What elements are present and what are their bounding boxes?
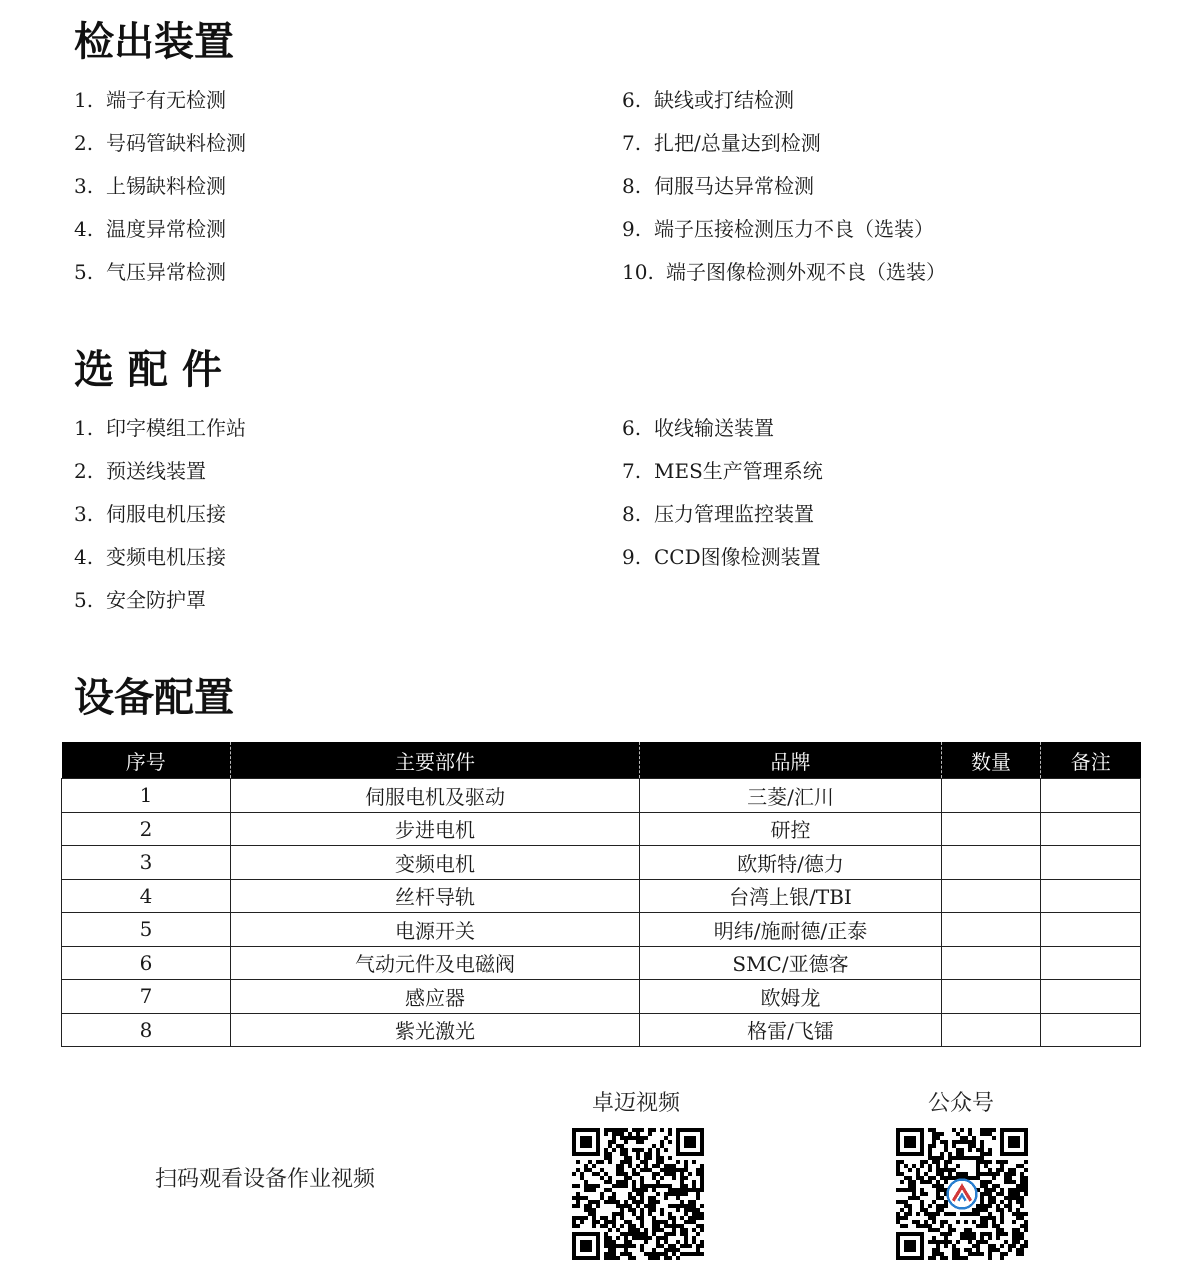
item-text: 印字模组工作站	[106, 416, 246, 440]
table-row	[62, 980, 1141, 1014]
table-row	[62, 879, 1141, 913]
qr-code-official-account[interactable]	[896, 1128, 1028, 1260]
item-number: 10.	[622, 260, 654, 284]
cell-component: 气动元件及电磁阀	[231, 946, 640, 980]
cell-quantity	[942, 879, 1041, 913]
table-row	[62, 1013, 1141, 1047]
cell-brand: 研控	[640, 812, 942, 846]
detection-list-right	[622, 86, 946, 301]
section-title-accessories: 选 配 件	[74, 347, 222, 393]
item-text: 压力管理监控装置	[654, 502, 814, 526]
qr-video-label: 卓迈视频	[592, 1091, 681, 1116]
cell-brand: 格雷/飞镭	[640, 1013, 942, 1047]
list-item	[622, 414, 823, 457]
cell-remark	[1041, 980, 1141, 1014]
header-remark: 备注	[1041, 742, 1141, 779]
list-item	[74, 215, 246, 258]
item-number: 8.	[622, 174, 642, 198]
list-item	[74, 586, 246, 629]
cell-component: 步进电机	[231, 812, 640, 846]
cell-component: 紫光激光	[231, 1013, 640, 1047]
item-text: MES生产管理系统	[654, 459, 823, 483]
cell-remark	[1041, 913, 1141, 947]
cell-brand: 明纬/施耐德/正泰	[640, 913, 942, 947]
item-number: 6.	[622, 416, 642, 440]
item-text: 预送线装置	[106, 459, 206, 483]
table-row	[62, 779, 1141, 813]
cell-quantity	[942, 846, 1041, 880]
item-number: 4.	[74, 217, 94, 241]
item-text: 端子压接检测压力不良（选装）	[654, 217, 934, 241]
list-item	[74, 500, 246, 543]
table-header-row	[62, 742, 1141, 779]
cell-brand: 三菱/汇川	[640, 779, 942, 813]
cell-index: 1	[62, 779, 231, 813]
item-text: 号码管缺料检测	[106, 131, 246, 155]
cell-component: 丝杆导轨	[231, 879, 640, 913]
cell-component: 电源开关	[231, 913, 640, 947]
item-text: 端子图像检测外观不良（选装）	[666, 260, 946, 284]
item-text: 温度异常检测	[106, 217, 226, 241]
scan-instruction: 扫码观看设备作业视频	[155, 1167, 376, 1192]
cell-quantity	[942, 913, 1041, 947]
cell-remark	[1041, 779, 1141, 813]
item-number: 1.	[74, 416, 94, 440]
cell-remark	[1041, 1013, 1141, 1047]
table-row	[62, 913, 1141, 947]
list-item	[74, 258, 246, 301]
accessories-list-left	[74, 414, 246, 629]
list-item	[622, 215, 946, 258]
cell-brand: 欧姆龙	[640, 980, 942, 1014]
item-number: 1.	[74, 88, 94, 112]
section-title-detection: 检出装置	[74, 19, 234, 65]
item-number: 3.	[74, 174, 94, 198]
cell-index: 2	[62, 812, 231, 846]
list-item	[74, 129, 246, 172]
cell-brand: 台湾上银/TBI	[640, 879, 942, 913]
cell-brand: 欧斯特/德力	[640, 846, 942, 880]
item-number: 2.	[74, 131, 94, 155]
item-number: 9.	[622, 217, 642, 241]
cell-index: 8	[62, 1013, 231, 1047]
list-item	[622, 172, 946, 215]
cell-index: 3	[62, 846, 231, 880]
list-item	[622, 258, 946, 301]
item-number: 3.	[74, 502, 94, 526]
table-row	[62, 946, 1141, 980]
list-item	[74, 543, 246, 586]
cell-index: 6	[62, 946, 231, 980]
item-text: 变频电机压接	[106, 545, 226, 569]
cell-remark	[1041, 846, 1141, 880]
detection-list-left	[74, 86, 246, 301]
cell-quantity	[942, 812, 1041, 846]
table-row	[62, 812, 1141, 846]
section-title-config: 设备配置	[74, 675, 234, 721]
item-number: 7.	[622, 131, 642, 155]
item-text: CCD图像检测装置	[654, 545, 821, 569]
item-number: 7.	[622, 459, 642, 483]
cell-remark	[1041, 812, 1141, 846]
list-item	[74, 414, 246, 457]
header-index: 序号	[62, 742, 231, 779]
item-text: 伺服电机压接	[106, 502, 226, 526]
list-item	[74, 457, 246, 500]
qr-code-video-graphic	[572, 1128, 704, 1260]
cell-quantity	[942, 1013, 1041, 1047]
item-text: 收线输送装置	[654, 416, 774, 440]
qr-code-video[interactable]	[572, 1128, 704, 1260]
list-item	[622, 543, 823, 586]
item-number: 6.	[622, 88, 642, 112]
item-text: 端子有无检测	[106, 88, 226, 112]
cell-brand: SMC/亚德客	[640, 946, 942, 980]
item-text: 伺服马达异常检测	[654, 174, 814, 198]
cell-quantity	[942, 980, 1041, 1014]
cell-quantity	[942, 779, 1041, 813]
item-text: 安全防护罩	[106, 588, 206, 612]
qr-official-label: 公众号	[928, 1091, 995, 1116]
item-number: 2.	[74, 459, 94, 483]
cell-index: 7	[62, 980, 231, 1014]
list-item	[74, 172, 246, 215]
item-text: 扎把/总量达到检测	[654, 131, 821, 155]
list-item	[622, 457, 823, 500]
header-component: 主要部件	[231, 742, 640, 779]
list-item	[74, 86, 246, 129]
item-number: 5.	[74, 588, 94, 612]
cell-component: 变频电机	[231, 846, 640, 880]
item-number: 9.	[622, 545, 642, 569]
header-brand: 品牌	[640, 742, 942, 779]
table-row	[62, 846, 1141, 880]
cell-index: 4	[62, 879, 231, 913]
accessories-list-right	[622, 414, 823, 586]
cell-quantity	[942, 946, 1041, 980]
list-item	[622, 500, 823, 543]
item-text: 气压异常检测	[106, 260, 226, 284]
qr-code-official-graphic	[896, 1128, 1028, 1260]
cell-component: 伺服电机及驱动	[231, 779, 640, 813]
cell-index: 5	[62, 913, 231, 947]
item-number: 8.	[622, 502, 642, 526]
header-quantity: 数量	[942, 742, 1041, 779]
cell-component: 感应器	[231, 980, 640, 1014]
cell-remark	[1041, 879, 1141, 913]
item-text: 缺线或打结检测	[654, 88, 794, 112]
item-text: 上锡缺料检测	[106, 174, 226, 198]
item-number: 4.	[74, 545, 94, 569]
list-item	[622, 86, 946, 129]
cell-remark	[1041, 946, 1141, 980]
item-number: 5.	[74, 260, 94, 284]
list-item	[622, 129, 946, 172]
equipment-config-table	[61, 742, 1141, 1047]
